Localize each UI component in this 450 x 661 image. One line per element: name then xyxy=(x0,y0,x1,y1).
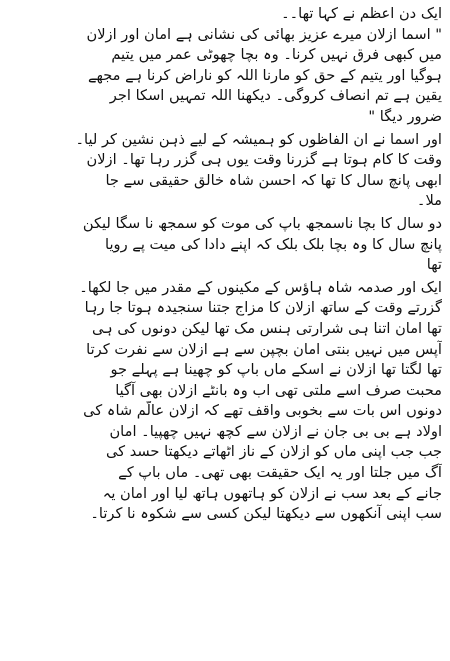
text-line: اور اسما نے ان الفاظوں کو ہمیشہ کے لیے ذہن نشین کر لیا۔ xyxy=(75,130,442,148)
text-line: گزرتے وقت کے ساتھ ازلان کا مزاج جتنا سنجیدہ ہوتا جا رہا xyxy=(84,299,442,317)
text-line: آگ میں جلتا اور یہ ایک حقیقت بھی تھی۔ ماں باپ کے xyxy=(118,464,442,482)
paragraph-1 xyxy=(8,4,442,128)
text-line: ابھی پانچ سال کا تھا کہ احسن شاہ خالق حقیقی سے جا xyxy=(105,171,442,189)
text-line: اولاد ہے بی بی جان نے ازلان سے کچھ نہیں چھپیا۔ امان xyxy=(109,422,442,440)
text-line: محبت صرف اسے ملتی تھی اب وہ بانٹے ازلان بھی آگیا xyxy=(115,381,442,399)
text-line: ملا۔ xyxy=(416,192,442,210)
text-line: ایک دن اعظم نے کہا تھا۔۔ xyxy=(281,5,442,22)
text-line: آپس میں نہیں بنتی امان بچپن سے ہے ازلان سے نفرت کرتا xyxy=(86,340,442,358)
text-line: جب جب اپنی ماں کو ازلان کے ناز اٹھاتے دیکھتا حسد کی xyxy=(106,443,442,461)
text-line: تھا xyxy=(426,256,442,274)
text-line: تھا امان اتنا ہی شرارتی ہنس مک تھا لیکن دونوں کی ہی xyxy=(92,319,442,337)
paragraph-2 xyxy=(8,130,442,212)
text-line: ایک اور صدمہ شاہ ہاؤس کے مکینوں کے مقدر میں جا لکھا۔ xyxy=(79,278,442,296)
text-line: تھا لگتا تھا ازلان نے اسکے ماں باپ کو چھینا ہے پہلے جو xyxy=(110,361,442,379)
text-line: دو سال کا بچا ناسمجھ باپ کی موت کو سمجھ نا سگا لیکن xyxy=(82,214,442,232)
text-line: سب اپنی آنکھوں سے دیکھتا لیکن کسی سے شکوہ نا کرتا۔ xyxy=(90,505,442,523)
text-line: پانچ سال کا وہ بچا بلک بلک کہ اپنے دادا کی میت پے رویا xyxy=(105,235,442,253)
paragraph-4 xyxy=(8,278,442,525)
text-line: ہوگیا اور یتیم کے حق کو مارنا اللہ کو ناراض کرنا ہے مجھے xyxy=(87,66,442,84)
text-line: یقین ہے تم انصاف کروگی۔ دیکھنا اللہ تمہیں اسکا اجر xyxy=(109,87,442,105)
text-line: میں کبھی فرق نہیں کرنا۔ وہ بچا چھوٹی عمر میں یتیم xyxy=(111,46,442,64)
text-line: دونوں اس بات سے بخوبی واقف تھے کہ ازلان عالّم شاہ کی xyxy=(83,402,442,420)
paragraph-3 xyxy=(8,214,442,276)
text-line: وقت کا کام ہوتا ہے گزرنا وقت یوں ہی گزر رہا تھا۔ ازلان xyxy=(86,151,442,169)
text-line: " اسما ازلان میرے عزیز بھائی کی نشانی ہے امان اور ازلان xyxy=(86,25,442,43)
text-line: جانے کے بعد سب نے ازلان کو ہاتھوں ہاتھ لیا اور امان یہ xyxy=(102,484,442,502)
text-line: ضرور دیگا " xyxy=(368,107,442,125)
